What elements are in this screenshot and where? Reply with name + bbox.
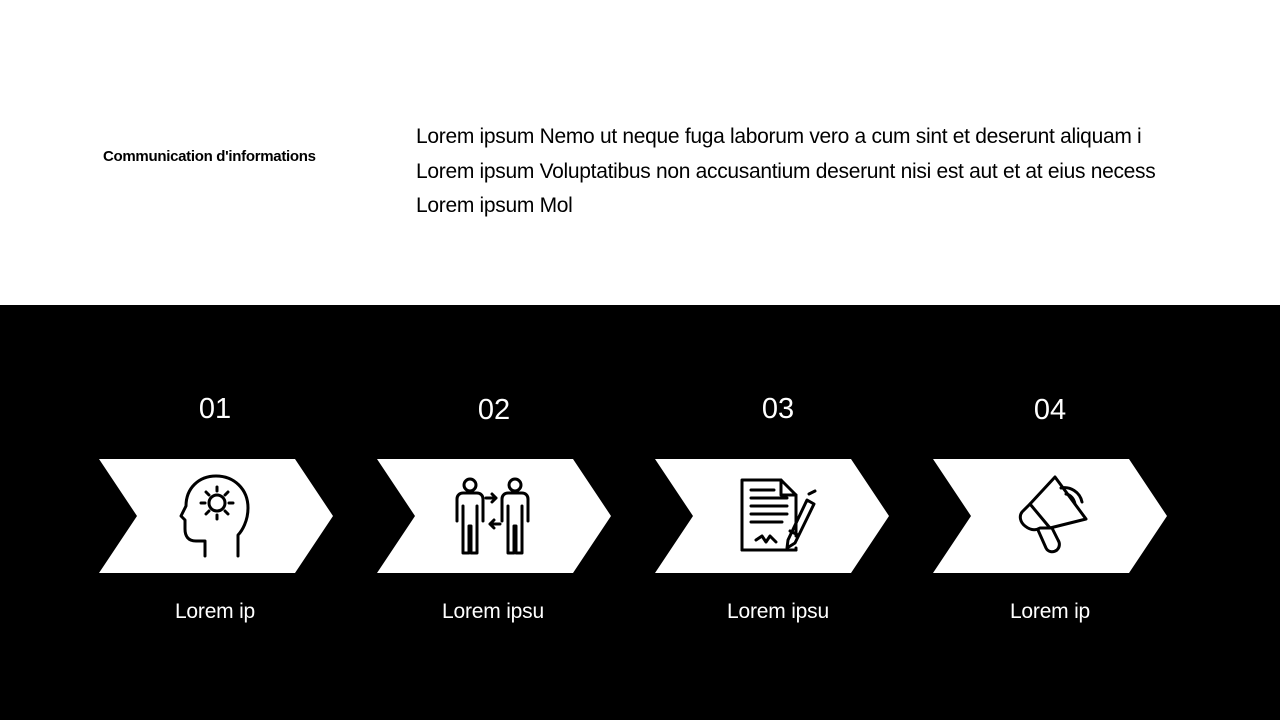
step-number-3: 03: [761, 393, 795, 425]
step-number-2: 02: [477, 394, 511, 426]
step-label-1: Lorem ip: [174, 600, 256, 623]
step-label-4: Lorem ip: [1009, 600, 1091, 623]
step-label-3: Lorem ipsu: [727, 600, 829, 623]
description-text: [416, 120, 1236, 224]
step-label-2: Lorem ipsu: [442, 600, 544, 623]
step-number-4: 04: [1033, 394, 1067, 426]
section-title: Communication d'informations: [103, 148, 316, 165]
description-line: Lorem ipsum Mol: [416, 194, 573, 217]
header-section: [0, 0, 1280, 305]
description-line: Lorem ipsum Voluptatibus non accusantium deserunt nisi est aut et at eius necess: [416, 159, 1156, 183]
step-number-1: 01: [198, 393, 232, 425]
description-line: Lorem ipsum Nemo ut neque fuga laborum vero a cum sint et deserunt aliquam i: [416, 125, 1142, 148]
process-section: [0, 305, 1280, 720]
